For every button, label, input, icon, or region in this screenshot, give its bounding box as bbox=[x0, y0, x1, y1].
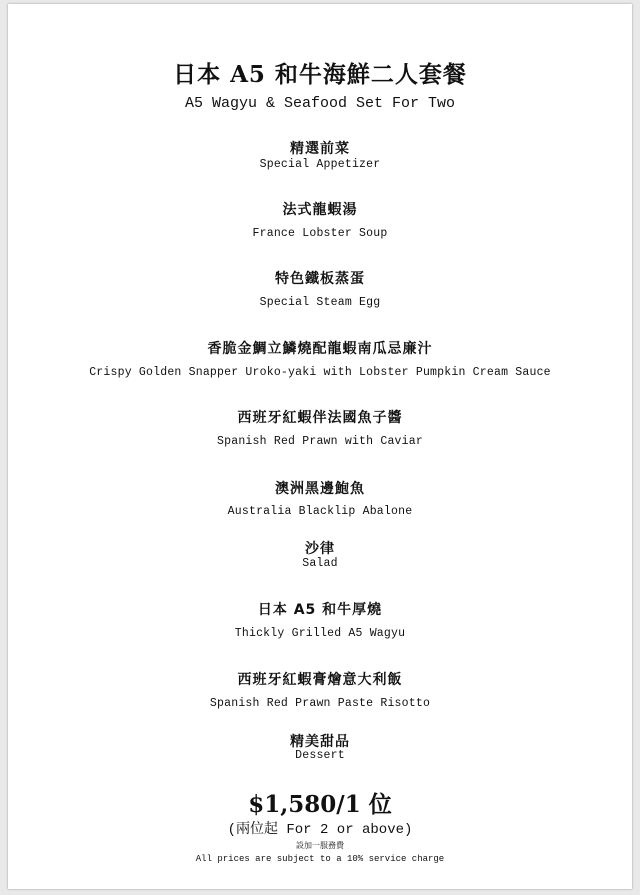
course-8-chinese: 日本 A5 和牛厚燒 bbox=[257, 602, 383, 618]
menu-page bbox=[8, 4, 632, 889]
course-2-chinese: 法式龍蝦湯 bbox=[282, 202, 358, 218]
service-charge-english: All prices are subject to a 10% service charge bbox=[195, 854, 445, 864]
course-10-english: Dessert bbox=[295, 749, 345, 762]
price: $1,580/1 位 bbox=[248, 791, 392, 818]
course-5-english: Spanish Red Prawn with Caviar bbox=[217, 435, 423, 448]
course-8-english: Thickly Grilled A5 Wagyu bbox=[234, 627, 406, 640]
course-7-english: Salad bbox=[302, 557, 338, 570]
course-10-chinese: 精美甜品 bbox=[290, 734, 350, 750]
course-3-english: Special Steam Egg bbox=[259, 296, 381, 309]
menu-title-chinese: 日本 A5 和牛海鮮二人套餐 bbox=[173, 61, 467, 88]
course-6-english: Australia Blacklip Abalone bbox=[227, 505, 413, 518]
set-menu bbox=[8, 4, 632, 889]
minimum-diners-note: (兩位起 For 2 or above) bbox=[227, 822, 413, 838]
course-1-english: Special Appetizer bbox=[259, 158, 381, 171]
course-4-english: Crispy Golden Snapper Uroko-yaki with Lobster Pumpkin Cream Sauce bbox=[89, 366, 551, 379]
course-9-english: Spanish Red Prawn Paste Risotto bbox=[209, 697, 431, 710]
course-9-chinese: 西班牙紅蝦膏燴意大利飯 bbox=[237, 672, 403, 688]
menu-title-english: A5 Wagyu & Seafood Set For Two bbox=[184, 95, 456, 112]
service-charge-chinese: 設加一服務費 bbox=[296, 841, 344, 850]
course-1-chinese: 精選前菜 bbox=[290, 141, 350, 157]
course-7-chinese: 沙律 bbox=[305, 541, 335, 557]
course-4-chinese: 香脆金鯛立鱗燒配龍蝦南瓜忌廉汁 bbox=[207, 341, 433, 357]
course-5-chinese: 西班牙紅蝦伴法國魚子醬 bbox=[237, 410, 403, 426]
course-2-english: France Lobster Soup bbox=[252, 227, 388, 240]
course-6-chinese: 澳洲黑邊鮑魚 bbox=[275, 481, 365, 497]
course-3-chinese: 特色鐵板蒸蛋 bbox=[275, 271, 365, 287]
